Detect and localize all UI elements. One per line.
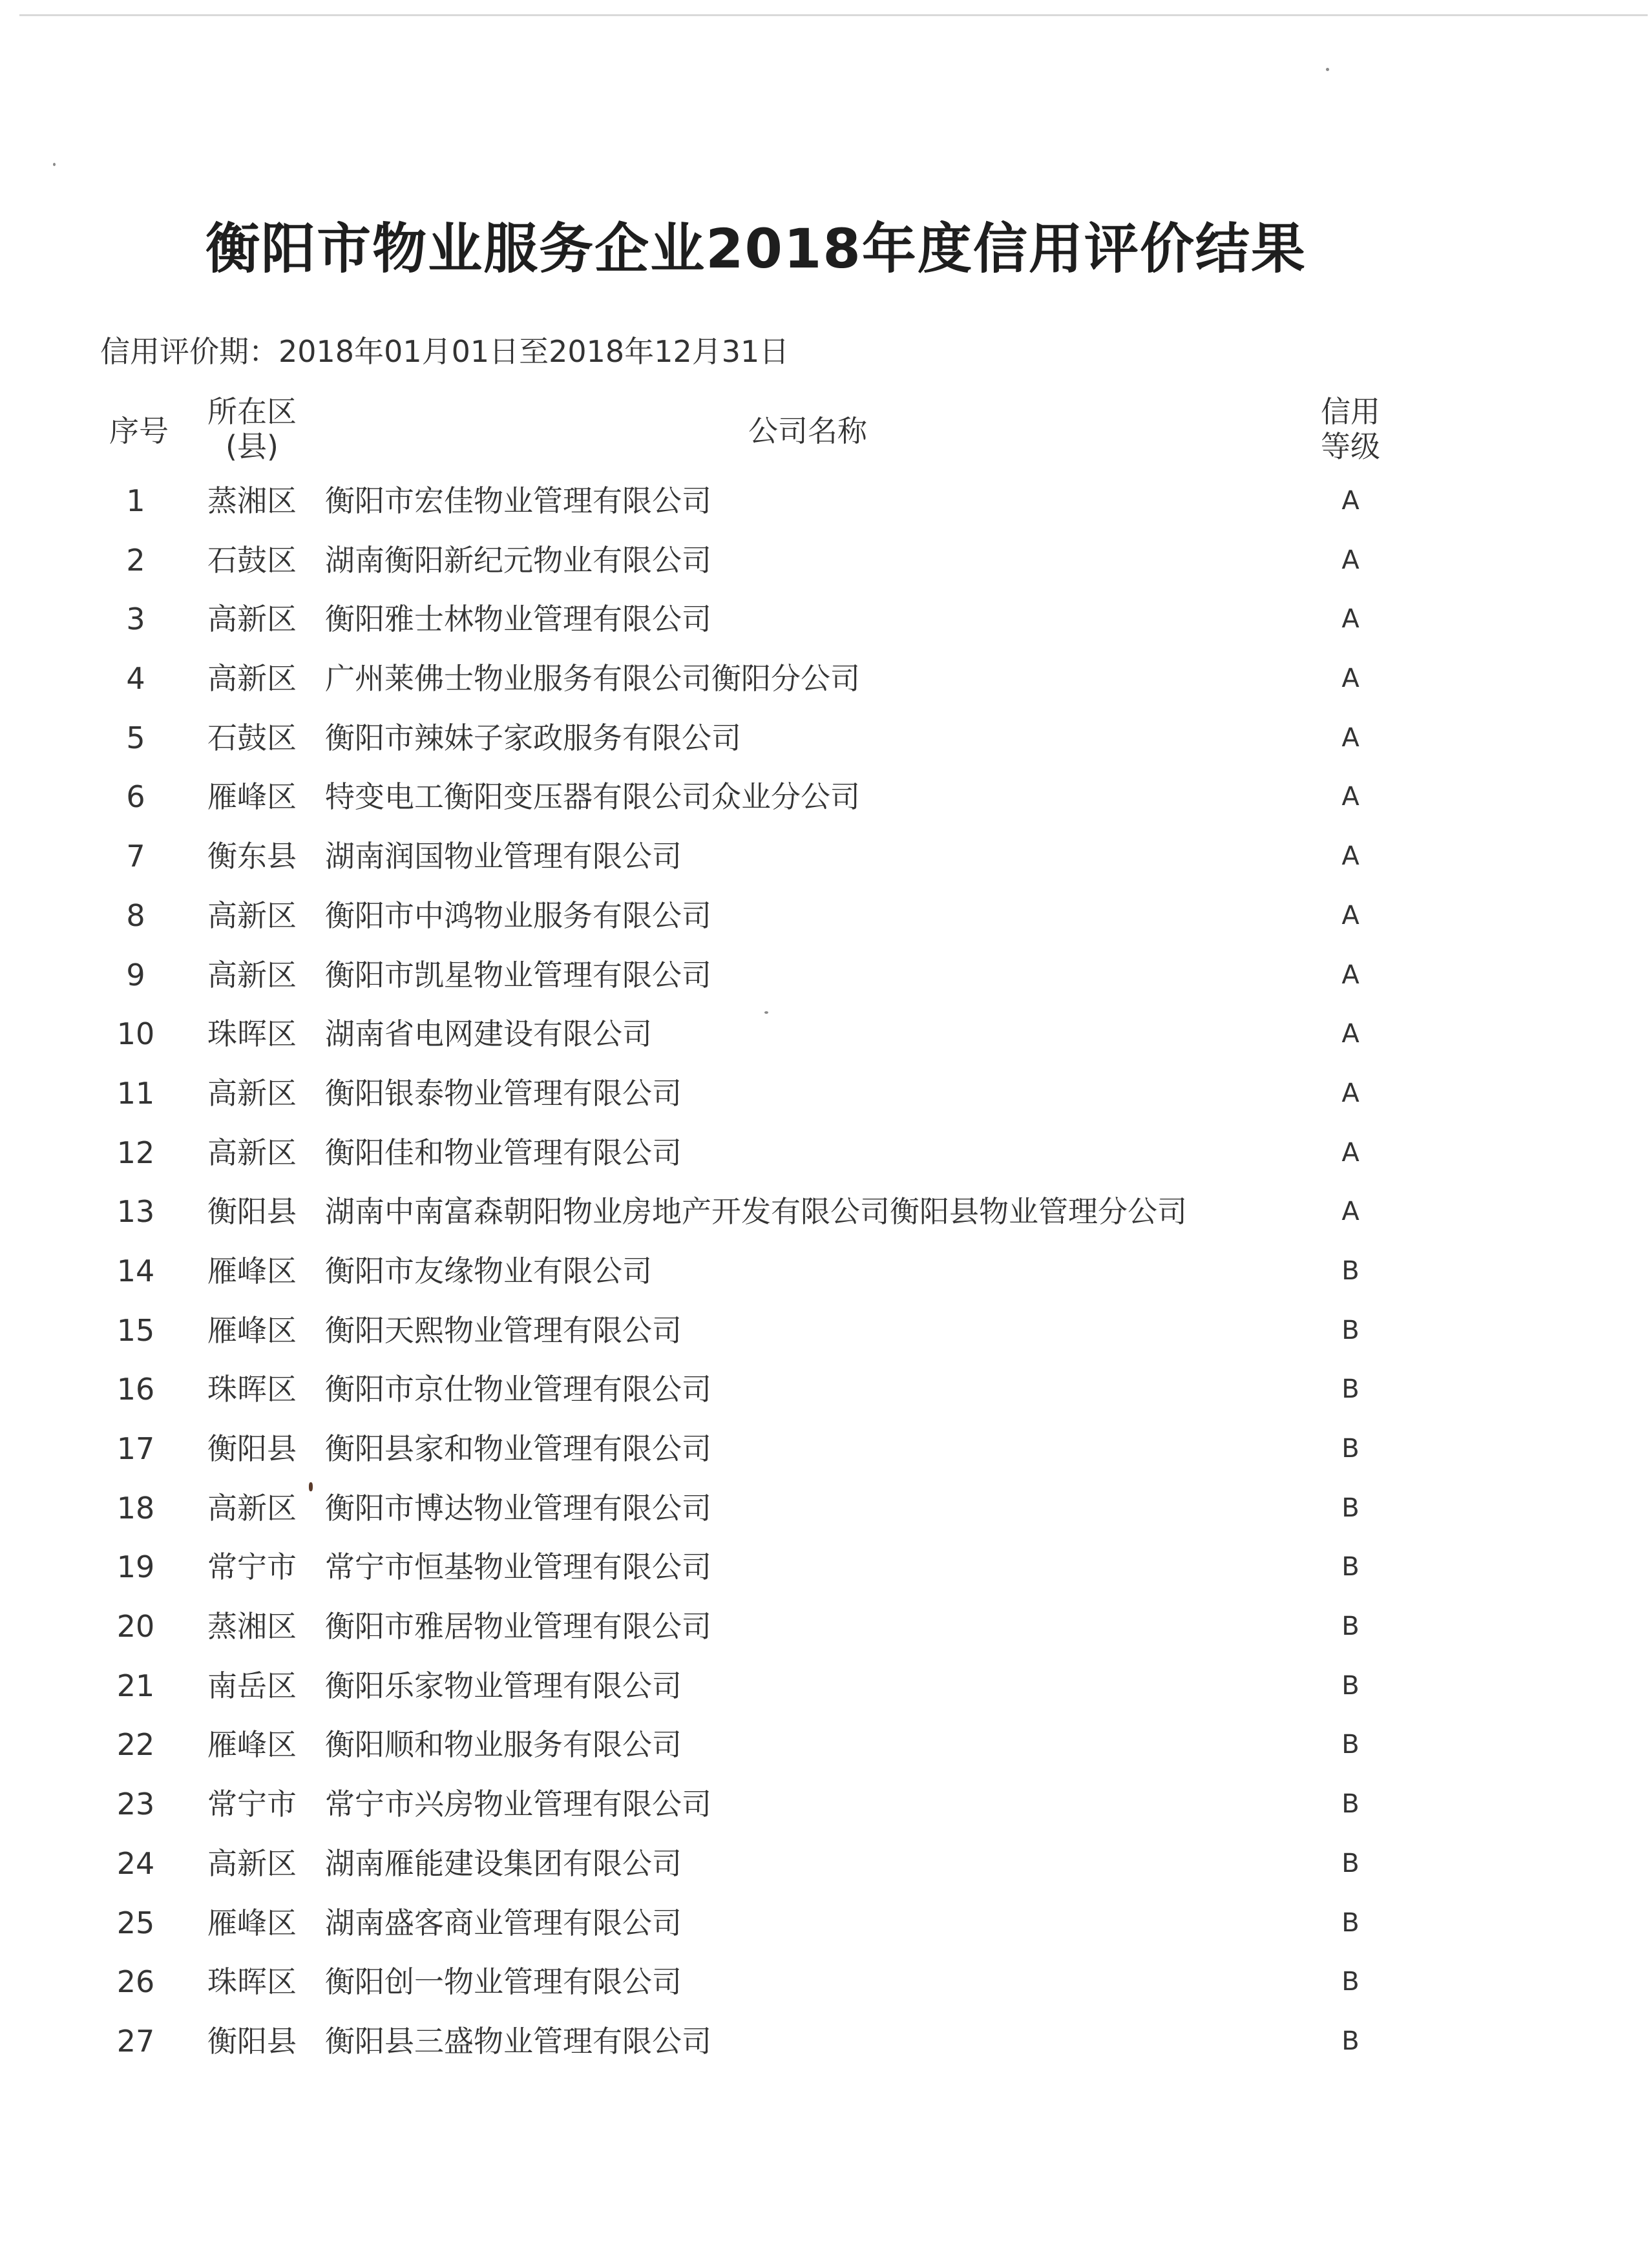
row-company: 湖南省电网建设有限公司 [325,1016,652,1052]
row-district: 珠晖区 [207,1964,297,2000]
table-row [0,1599,1649,1659]
row-grade: A [1341,664,1360,694]
row-company: 衡阳创一物业管理有限公司 [325,1964,682,2000]
row-seq: 17 [116,1431,155,1466]
table-row [0,1126,1649,1185]
row-seq: 24 [116,1845,155,1881]
table-row [0,2014,1649,2074]
row-grade: A [1341,722,1360,753]
row-company: 衡阳市辣妹子家政服务有限公司 [325,720,741,755]
row-district: 雁峰区 [207,1905,297,1940]
scan-speck [53,163,56,166]
row-district: 蒸湘区 [207,1609,297,1644]
row-seq: 16 [116,1372,155,1407]
header-grade-line1: 信用 [1321,394,1380,429]
row-seq: 9 [126,957,145,992]
row-grade: A [1341,782,1360,812]
results-table [0,474,1649,2074]
row-seq: 25 [116,1905,155,1940]
row-district: 高新区 [207,1845,297,1881]
row-district: 高新区 [207,898,297,933]
table-row [0,1540,1649,1599]
row-seq: 23 [116,1787,155,1822]
row-district: 南岳区 [207,1668,297,1703]
table-row [0,1066,1649,1126]
row-grade: B [1341,1434,1360,1464]
row-seq: 27 [116,2023,155,2059]
row-company: 湖南盛客商业管理有限公司 [325,1905,682,1940]
row-district: 高新区 [207,661,297,697]
row-grade: B [1341,1730,1360,1760]
row-seq: 15 [116,1312,155,1348]
table-row [0,592,1649,651]
row-grade: B [1341,1374,1360,1405]
row-district: 高新区 [207,1135,297,1170]
table-row [0,1422,1649,1481]
row-grade: A [1341,900,1360,930]
row-district: 珠晖区 [207,1372,297,1407]
row-company: 衡阳市中鸿物业服务有限公司 [325,898,711,933]
row-seq: 21 [116,1668,155,1703]
row-company: 湖南润国物业管理有限公司 [325,839,682,874]
row-district: 高新区 [207,602,297,637]
table-row [0,533,1649,593]
row-seq: 7 [126,839,145,874]
scan-speck [1326,68,1329,71]
table-row [0,711,1649,770]
row-grade: B [1341,1493,1360,1523]
row-company: 衡阳雅士林物业管理有限公司 [325,602,711,637]
table-row [0,948,1649,1007]
row-grade: B [1341,1612,1360,1642]
table-row [0,888,1649,948]
row-grade: A [1341,604,1360,635]
row-company: 衡阳市凯星物业管理有限公司 [325,957,711,992]
row-grade: B [1341,1907,1360,1938]
table-row [0,1836,1649,1896]
row-district: 常宁市 [207,1787,297,1822]
row-seq: 22 [116,1727,155,1763]
row-seq: 4 [126,661,145,697]
row-grade: B [1341,1255,1360,1286]
row-district: 衡阳县 [207,2023,297,2059]
scan-edge [19,14,1648,16]
row-district: 常宁市 [207,1549,297,1585]
document-title: 衡阳市物业服务企业2018年度信用评价结果 [205,217,1307,280]
row-seq: 20 [116,1609,155,1644]
row-grade: A [1341,1019,1360,1049]
table-row [0,651,1649,711]
table-row [0,1244,1649,1303]
row-district: 高新区 [207,1075,297,1111]
row-grade: B [1341,1967,1360,1997]
header-grade-line2: 等级 [1321,429,1380,464]
row-district: 石鼓区 [207,720,297,755]
row-district: 雁峰区 [207,1727,297,1763]
row-seq: 26 [116,1964,155,2000]
row-district: 蒸湘区 [207,483,297,518]
row-seq: 19 [116,1549,155,1585]
row-district: 石鼓区 [207,542,297,578]
row-grade: A [1341,960,1360,990]
header-district-line2: (县) [226,429,278,464]
row-district: 高新区 [207,1490,297,1526]
table-row [0,1481,1649,1540]
row-district: 衡阳县 [207,1431,297,1466]
row-seq: 13 [116,1194,155,1230]
row-company: 衡阳市友缘物业有限公司 [325,1253,652,1288]
row-district: 衡东县 [207,839,297,874]
header-company: 公司名称 [748,414,867,448]
row-grade: A [1341,1197,1360,1227]
table-row [0,1362,1649,1422]
row-seq: 18 [116,1490,155,1526]
table-row [0,1659,1649,1718]
row-grade: B [1341,1789,1360,1820]
row-company: 常宁市兴房物业管理有限公司 [325,1787,711,1822]
row-grade: A [1341,545,1360,575]
row-seq: 3 [126,602,145,637]
row-company: 湖南中南富森朝阳物业房地产开发有限公司衡阳县物业管理分公司 [325,1194,1187,1230]
row-company: 衡阳市京仕物业管理有限公司 [325,1372,711,1407]
row-seq: 6 [126,779,145,815]
row-company: 衡阳顺和物业服务有限公司 [325,1727,682,1763]
row-company: 衡阳市博达物业管理有限公司 [325,1490,711,1526]
row-company: 衡阳银泰物业管理有限公司 [325,1075,682,1111]
header-district-line1: 所在区 [207,394,297,429]
row-company: 湖南雁能建设集团有限公司 [325,1845,682,1881]
table-row [0,1955,1649,2014]
row-company: 衡阳佳和物业管理有限公司 [325,1135,682,1170]
table-row [0,1777,1649,1836]
header-district [194,394,310,464]
row-seq: 12 [116,1135,155,1170]
table-row [0,770,1649,829]
table-row [0,1303,1649,1363]
row-grade: B [1341,2026,1360,2056]
row-grade: B [1341,1552,1360,1582]
table-row [0,1717,1649,1777]
row-grade: B [1341,1670,1360,1701]
row-company: 衡阳乐家物业管理有限公司 [325,1668,682,1703]
row-district: 雁峰区 [207,1253,297,1288]
table-row [0,1007,1649,1066]
row-grade: B [1341,1848,1360,1878]
table-row [0,474,1649,533]
row-seq: 11 [116,1075,155,1111]
row-seq: 1 [126,483,145,518]
row-seq: 14 [116,1253,155,1288]
row-grade: A [1341,486,1360,516]
row-district: 雁峰区 [207,1312,297,1348]
header-seq: 序号 [109,414,169,448]
row-district: 高新区 [207,957,297,992]
row-seq: 8 [126,898,145,933]
row-district: 珠晖区 [207,1016,297,1052]
row-grade: A [1341,841,1360,872]
table-row [0,829,1649,888]
row-seq: 10 [116,1016,155,1052]
table-row [0,1896,1649,1955]
row-district: 衡阳县 [207,1194,297,1230]
row-company: 衡阳县家和物业管理有限公司 [325,1431,711,1466]
row-grade: A [1341,1078,1360,1108]
row-seq: 2 [126,542,145,578]
header-grade [1305,394,1396,464]
evaluation-period: 信用评价期：2018年01月01日至2018年12月31日 [100,334,790,369]
row-company: 衡阳市雅居物业管理有限公司 [325,1609,711,1644]
row-company: 衡阳市宏佳物业管理有限公司 [325,483,711,518]
row-company: 特变电工衡阳变压器有限公司众业分公司 [325,779,860,815]
row-company: 湖南衡阳新纪元物业有限公司 [325,542,711,578]
row-company: 常宁市恒基物业管理有限公司 [325,1549,711,1585]
row-seq: 5 [126,720,145,755]
row-company: 广州莱佛士物业服务有限公司衡阳分公司 [325,661,860,697]
row-company: 衡阳天熙物业管理有限公司 [325,1312,682,1348]
row-grade: A [1341,1137,1360,1168]
table-row [0,1184,1649,1244]
row-company: 衡阳县三盛物业管理有限公司 [325,2023,711,2059]
row-grade: B [1341,1315,1360,1345]
row-district: 雁峰区 [207,779,297,815]
